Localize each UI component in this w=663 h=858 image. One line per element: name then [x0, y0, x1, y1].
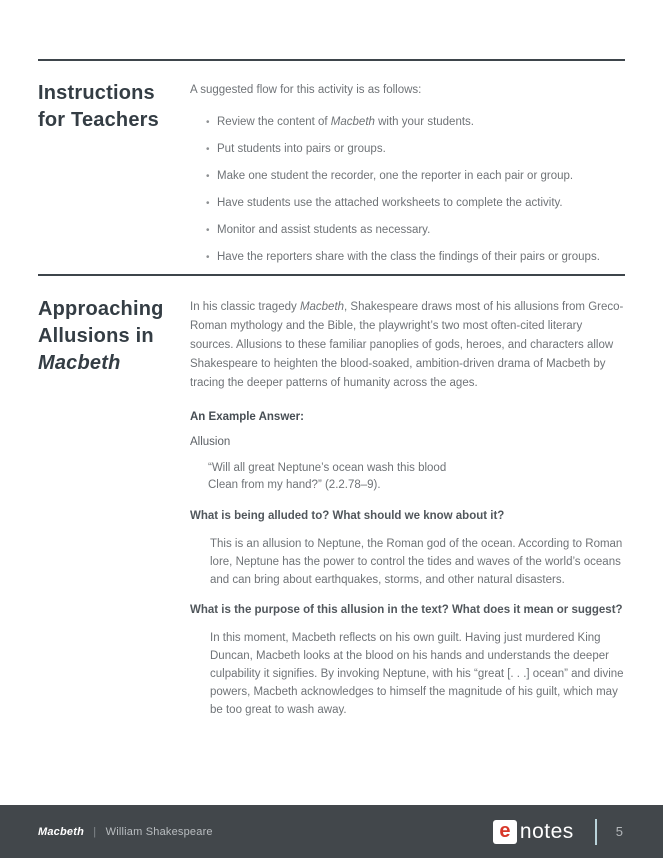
allusions-heading — [38, 296, 190, 377]
page-footer — [0, 805, 663, 858]
allusions-body — [190, 296, 627, 733]
instructions-body — [190, 80, 627, 277]
allusions-heading-column — [38, 296, 190, 733]
heading-line: Approaching — [38, 298, 164, 320]
footer-separator: | — [93, 825, 97, 838]
bullet-item: • Review the content of Macbeth with your students. — [206, 115, 627, 130]
footer-author: William Shakespeare — [105, 825, 213, 838]
footer-right-group — [493, 819, 623, 845]
heading-line: for Teachers — [38, 109, 159, 131]
instructions-bullet-list — [190, 115, 627, 265]
heading-line-book-title: Macbeth — [38, 352, 121, 374]
allusion-quote — [208, 460, 627, 494]
section-approaching-allusions — [38, 296, 627, 733]
enotes-e-icon: e — [493, 820, 517, 844]
heading-line: Instructions — [38, 82, 155, 104]
quote-line: Clean from my hand?” (2.2.78–9). — [208, 479, 381, 491]
allusions-lead-paragraph: In his classic tragedy Macbeth, Shakespeare draws most of his allusions from Greco-Roman mythology and the Bible, the playwright’s two most often-cited literary sources. Allusions to these familiar panoplies of gods, heroes, and characters allow Shakespeare to heighten the blood-soaked, ambition-driven drama of Macbeth by tracing the deeper patterns of humanity across the ages. — [190, 301, 624, 389]
question-alluded-to: What is being alluded to? What should we know about it? — [190, 510, 505, 522]
bullet-item: • Put students into pairs or groups. — [206, 142, 627, 157]
heading-line: Allusions in — [38, 325, 154, 347]
enotes-logo-text: notes — [519, 819, 574, 843]
footer-vertical-divider — [595, 819, 597, 845]
section-divider-rule — [38, 274, 625, 276]
footer-title-author — [38, 826, 213, 838]
top-rule — [38, 59, 625, 61]
example-answer-label: An Example Answer: — [190, 411, 304, 423]
answer-purpose: In this moment, Macbeth reflects on his own guilt. Having just murdered King Duncan, Macbeth looks at the blood on his hands and understands the deeper culpability it signifies. By invoking Neptune, with his “great [. . .] ocean” and divine powers, Macbeth acknowledges to himself the magnitude of his guilt, which may be too great to wash away. — [210, 632, 624, 716]
footer-book-title: Macbeth — [38, 825, 85, 838]
bullet-item: • Make one student the recorder, one the reporter in each pair or group. — [206, 169, 627, 184]
quote-line: “Will all great Neptune’s ocean wash this blood — [208, 462, 447, 474]
instructions-heading-column — [38, 80, 190, 277]
bullet-item: • Have students use the attached worksheets to complete the activity. — [206, 196, 627, 211]
instructions-intro: A suggested flow for this activity is as follows: — [190, 84, 422, 96]
section-instructions-for-teachers — [38, 80, 627, 277]
enotes-logo — [493, 820, 574, 844]
bullet-item: • Have the reporters share with the class the findings of their pairs or groups. — [206, 250, 627, 265]
answer-alluded-to: This is an allusion to Neptune, the Roman god of the ocean. According to Roman lore, Neptune has the power to control the tides and waves of the world’s oceans and can bring about earthquakes, storms, and other natural disasters. — [210, 538, 623, 586]
page-number: 5 — [615, 824, 623, 839]
instructions-heading — [38, 80, 190, 134]
question-purpose: What is the purpose of this allusion in the text? What does it mean or suggest? — [190, 604, 623, 616]
allusion-label: Allusion — [190, 436, 231, 448]
bullet-item: • Monitor and assist students as necessary. — [206, 223, 627, 238]
